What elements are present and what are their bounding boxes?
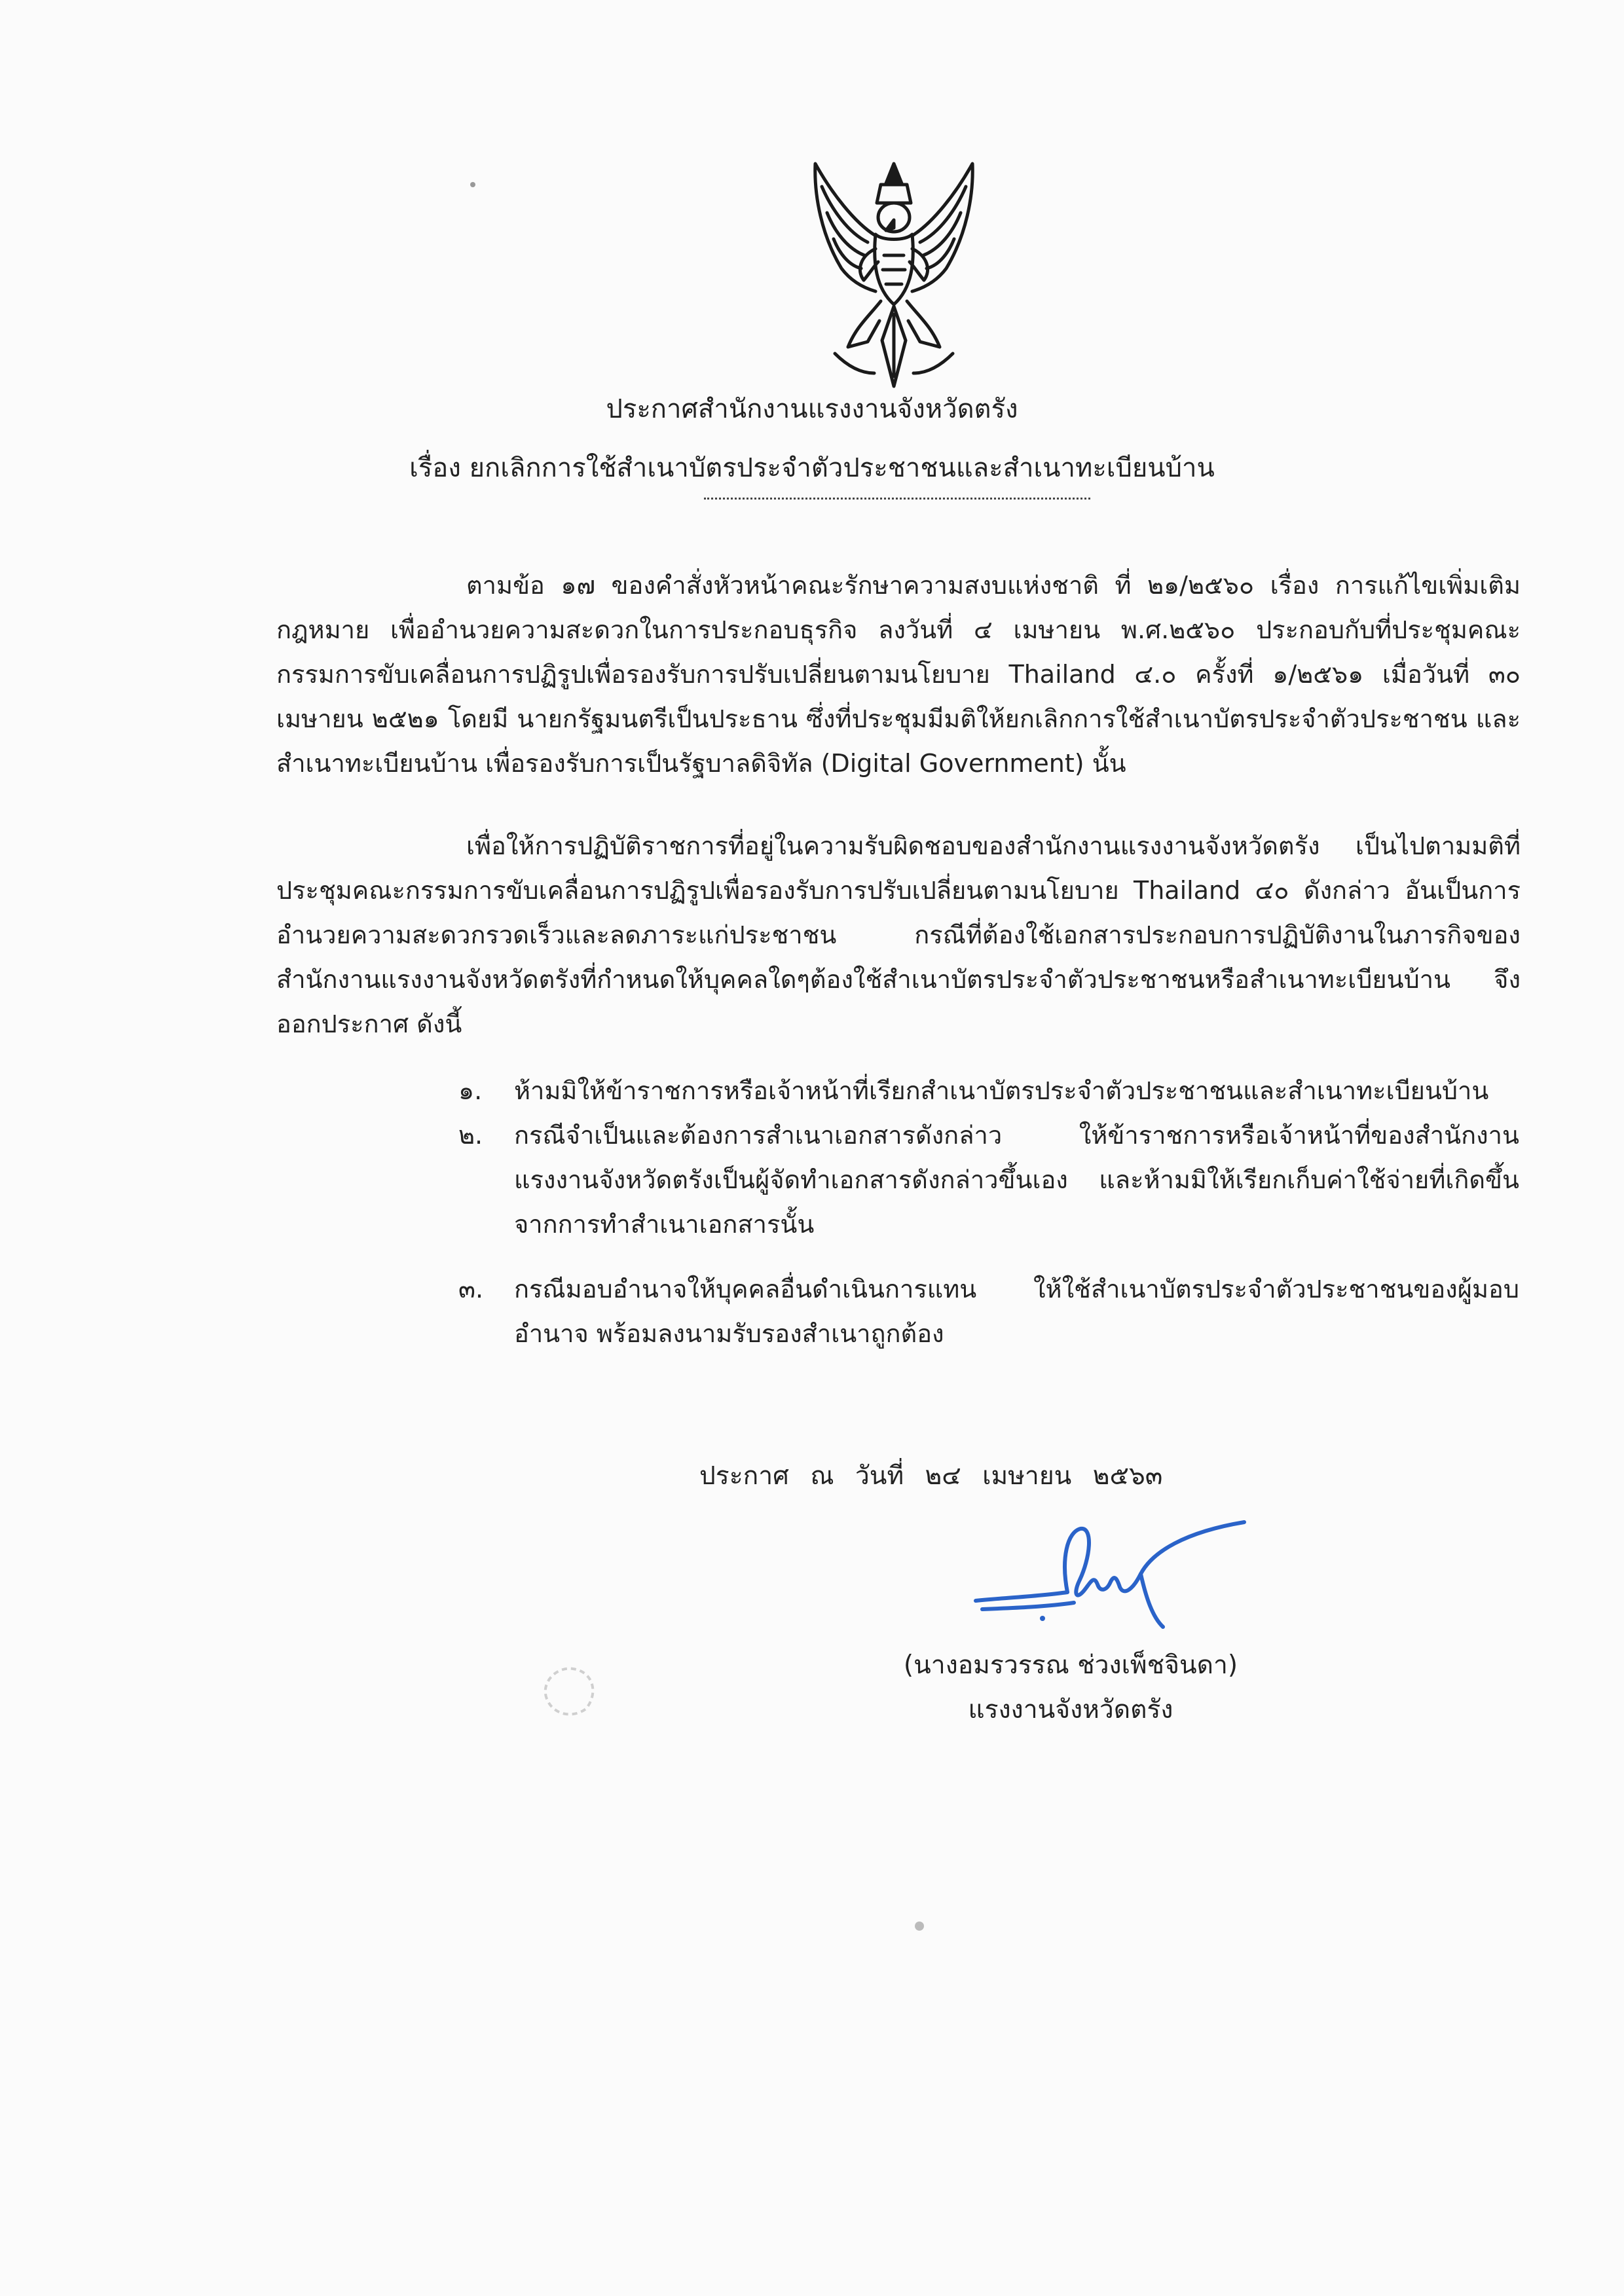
- divider-dotted: [704, 498, 1090, 500]
- signer-name: (นางอมรวรรณ ช่วงเพ็ชจินดา): [903, 1650, 1238, 1680]
- list-item-number: ๓.: [458, 1275, 484, 1303]
- paper-speck: [915, 1922, 924, 1931]
- announcement-subject: เรื่อง ยกเลิกการใช้สำเนาบัตรประจำตัวประชาชนและสำเนาทะเบียนบ้าน: [409, 453, 1215, 483]
- list-item-text: กรณีจำเป็นและต้องการสำเนาเอกสารดังกล่าว ให้ข้าราชการหรือเจ้าหน้าที่ของสำนักงานแรงงานจังหวัดตรังเป็นผู้จัดทำเอกสารดังกล่าวขึ้นเอง และห้ามมิให้เรียกเก็บค่าใช้จ่ายที่เกิดขึ้นจากการทำสำเนาเอกสารนั้น: [514, 1121, 1519, 1239]
- body-paragraph-2: เพื่อให้การปฏิบัติราชการที่อยู่ในความรับผิดชอบของสำนักงานแรงงานจังหวัดตรัง เป็นไปตามมติที่ประชุมคณะกรรมการขับเคลื่อนการปฏิรูปเพื่อรองรับการปรับเปลี่ยนตามนโยบาย Thailand ๔๐ ดังกล่าว อันเป็นการอำนวยความสะดวกรวดเร็วและลดภาระแก่ประชาชน กรณีที่ต้องใช้เอกสารประกอบการปฏิบัติงานในภารกิจของสำนักงานแรงงานจังหวัดตรังที่กำหนดให้บุคคลใดๆต้องใช้สำเนาบัตรประจำตัวประชาชนหรือสำเนาทะเบียนบ้าน จึงออกประกาศ ดังนี้: [276, 831, 1521, 1038]
- list-item-number: ๒.: [458, 1121, 483, 1150]
- paper-speck: [470, 182, 475, 187]
- announcement-date: ประกาศ ณ วันที่ ๒๔ เมษายน ๒๕๖๓: [699, 1461, 1163, 1491]
- handwritten-signature: [969, 1519, 1257, 1630]
- list-item-text: ห้ามมิให้ข้าราชการหรือเจ้าหน้าที่เรียกสำเนาบัตรประจำตัวประชาชนและสำเนาทะเบียนบ้าน: [514, 1076, 1489, 1105]
- signer-block: [894, 1643, 1247, 1732]
- faint-stamp-mark: [534, 1660, 606, 1722]
- body-paragraph-1: ตามข้อ ๑๗ ของคำสั่งหัวหน้าคณะรักษาความสงบแห่งชาติ ที่ ๒๑/๒๕๖๐ เรื่อง การแก้ไขเพิ่มเติมกฎหมาย เพื่ออำนวยความสะดวกในการประกอบธุรกิจ ลงวันที่ ๔ เมษายน พ.ศ.๒๕๖๐ ประกอบกับที่ประชุมคณะกรรมการขับเคลื่อนการปฏิรูปเพื่อรองรับการปรับเปลี่ยนตามนโยบาย Thailand ๔.๐ ครั้งที่ ๑/๒๕๖๑ เมื่อวันที่ ๓๐ เมษายน ๒๕๒๑ โดยมี นายกรัฐมนตรีเป็นประธาน ซึ่งที่ประชุมมีมติให้ยกเลิกการใช้สำเนาบัตรประจำตัวประชาชน และสำเนาทะเบียนบ้าน เพื่อรองรับการเป็นรัฐบาลดิจิทัล (Digital Government) นั้น: [276, 571, 1521, 778]
- announcement-title: ประกาศสำนักงานแรงงานจังหวัดตรัง: [606, 394, 1018, 424]
- garuda-emblem-icon: [796, 157, 992, 390]
- signer-title: แรงงานจังหวัดตรัง: [968, 1695, 1173, 1724]
- list-item-text: กรณีมอบอำนาจให้บุคคลอื่นดำเนินการแทน ให้ใช้สำเนาบัตรประจำตัวประชาชนของผู้มอบอำนาจ พร้อมลงนามรับรองสำเนาถูกต้อง: [514, 1275, 1519, 1348]
- list-item-number: ๑.: [458, 1076, 483, 1105]
